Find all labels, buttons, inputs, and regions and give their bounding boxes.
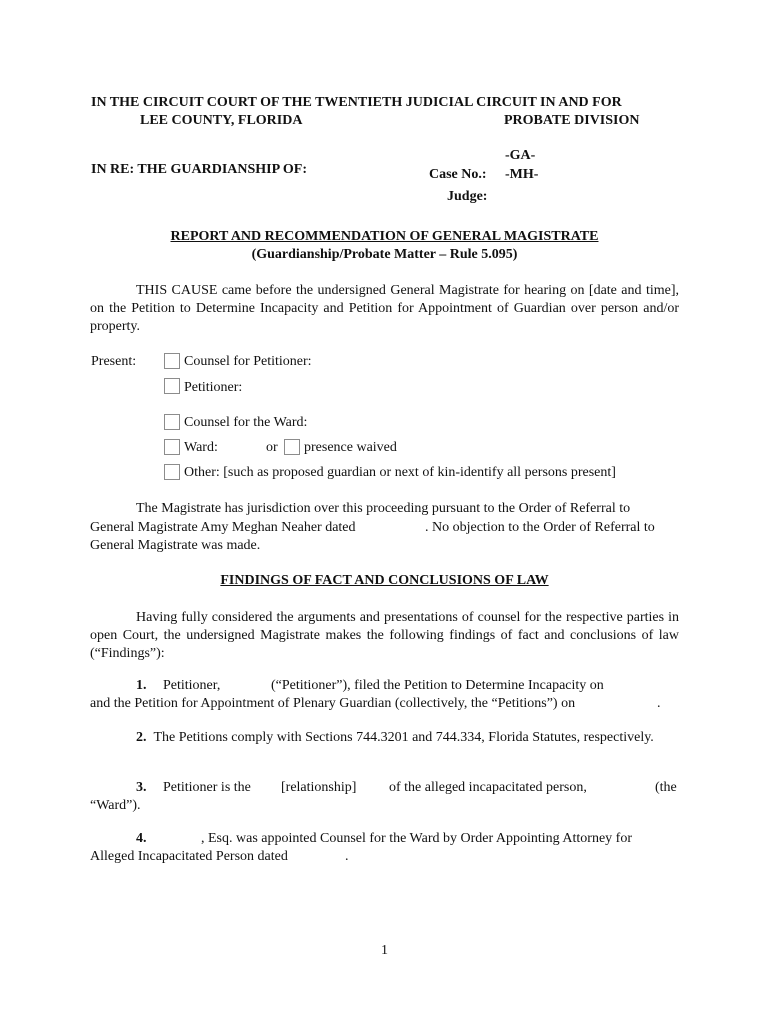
jurisdiction-line-3: General Magistrate was made. [90, 538, 261, 553]
counsel-petitioner-checkbox[interactable] [164, 353, 180, 369]
findings-heading: FINDINGS OF FACT AND CONCLUSIONS OF LAW [220, 573, 549, 588]
judge-label: Judge: [447, 189, 488, 204]
finding-1-number: 1. [136, 678, 147, 693]
ward-checkbox[interactable] [164, 439, 180, 455]
finding-2-number: 2. [136, 730, 147, 745]
presence-waived-checkbox[interactable] [284, 439, 300, 455]
counsel-ward-checkbox[interactable] [164, 414, 180, 430]
document-title: REPORT AND RECOMMENDATION OF GENERAL MAGISTRATE [170, 229, 599, 244]
finding-4-text-b: Alleged Incapacitated Person dated [90, 849, 288, 864]
petitioner-label: Petitioner: [184, 380, 243, 395]
finding-1-text-cont: and the Petition for Appointment of Plenary Guardian (collectively, the “Petitions”) on [90, 696, 576, 711]
page-number: 1 [381, 943, 388, 958]
finding-3-text-d: (the [655, 780, 677, 795]
finding-4-text-a: , Esq. was appointed Counsel for the Ward by Order Appointing Attorney for [201, 831, 632, 846]
mh-code: -MH- [505, 167, 539, 182]
intro-paragraph: THIS CAUSE came before the undersigned General Magistrate for hearing on [date and time], on the Petition to Determine Incapacity and Petition for Appointment of Guardian over person and/or property. [90, 283, 679, 334]
finding-1-period: . [657, 696, 661, 711]
finding-3-text-c: of the alleged incapacitated person, [389, 780, 587, 795]
finding-3-relationship: [relationship] [281, 780, 357, 795]
other-present-label: Other: [such as proposed guardian or next of kin-identify all persons present] [184, 465, 616, 480]
court-name-line: IN THE CIRCUIT COURT OF THE TWENTIETH JUDICIAL CIRCUIT IN AND FOR [91, 95, 622, 110]
other-present-checkbox[interactable] [164, 464, 180, 480]
finding-3-ward: “Ward”). [90, 798, 141, 813]
finding-3-text-a: Petitioner is the [163, 780, 251, 795]
finding-3-number: 3. [136, 780, 147, 795]
document-subtitle: (Guardianship/Probate Matter – Rule 5.095) [251, 247, 518, 262]
finding-2-text: The Petitions comply with Sections 744.3201 and 744.334, Florida Statutes, respectively. [153, 730, 654, 745]
petitioner-checkbox[interactable] [164, 378, 180, 394]
finding-4-period: . [345, 849, 349, 864]
case-number-label: Case No.: [429, 167, 487, 182]
finding-2 [90, 729, 679, 747]
jurisdiction-line-1: The Magistrate has jurisdiction over this proceeding pursuant to the Order of Referral to [136, 501, 631, 516]
counsel-petitioner-label: Counsel for Petitioner: [184, 354, 312, 369]
findings-intro-paragraph: Having fully considered the arguments and presentations of counsel for the respective parties in open Court, the undersigned Magistrate makes the following findings of fact and conclusions of law (“Findings”): [90, 610, 679, 661]
or-text: or [266, 440, 278, 455]
division-name: PROBATE DIVISION [504, 113, 640, 128]
finding-1-petitioner: Petitioner, [163, 678, 221, 693]
county-name: LEE COUNTY, FLORIDA [140, 113, 303, 128]
finding-4-number: 4. [136, 831, 147, 846]
ga-code: -GA- [505, 148, 536, 163]
presence-waived-label: presence waived [304, 440, 397, 455]
in-re-caption: IN RE: THE GUARDIANSHIP OF: [91, 162, 307, 177]
jurisdiction-line-2a: General Magistrate Amy Meghan Neaher dated [90, 520, 356, 535]
counsel-ward-label: Counsel for the Ward: [184, 415, 308, 430]
finding-1-text: (“Petitioner”), filed the Petition to Determine Incapacity on [271, 678, 604, 693]
present-label: Present: [91, 354, 137, 369]
jurisdiction-line-2b: . No objection to the Order of Referral to [425, 520, 655, 535]
ward-label: Ward: [184, 440, 218, 455]
